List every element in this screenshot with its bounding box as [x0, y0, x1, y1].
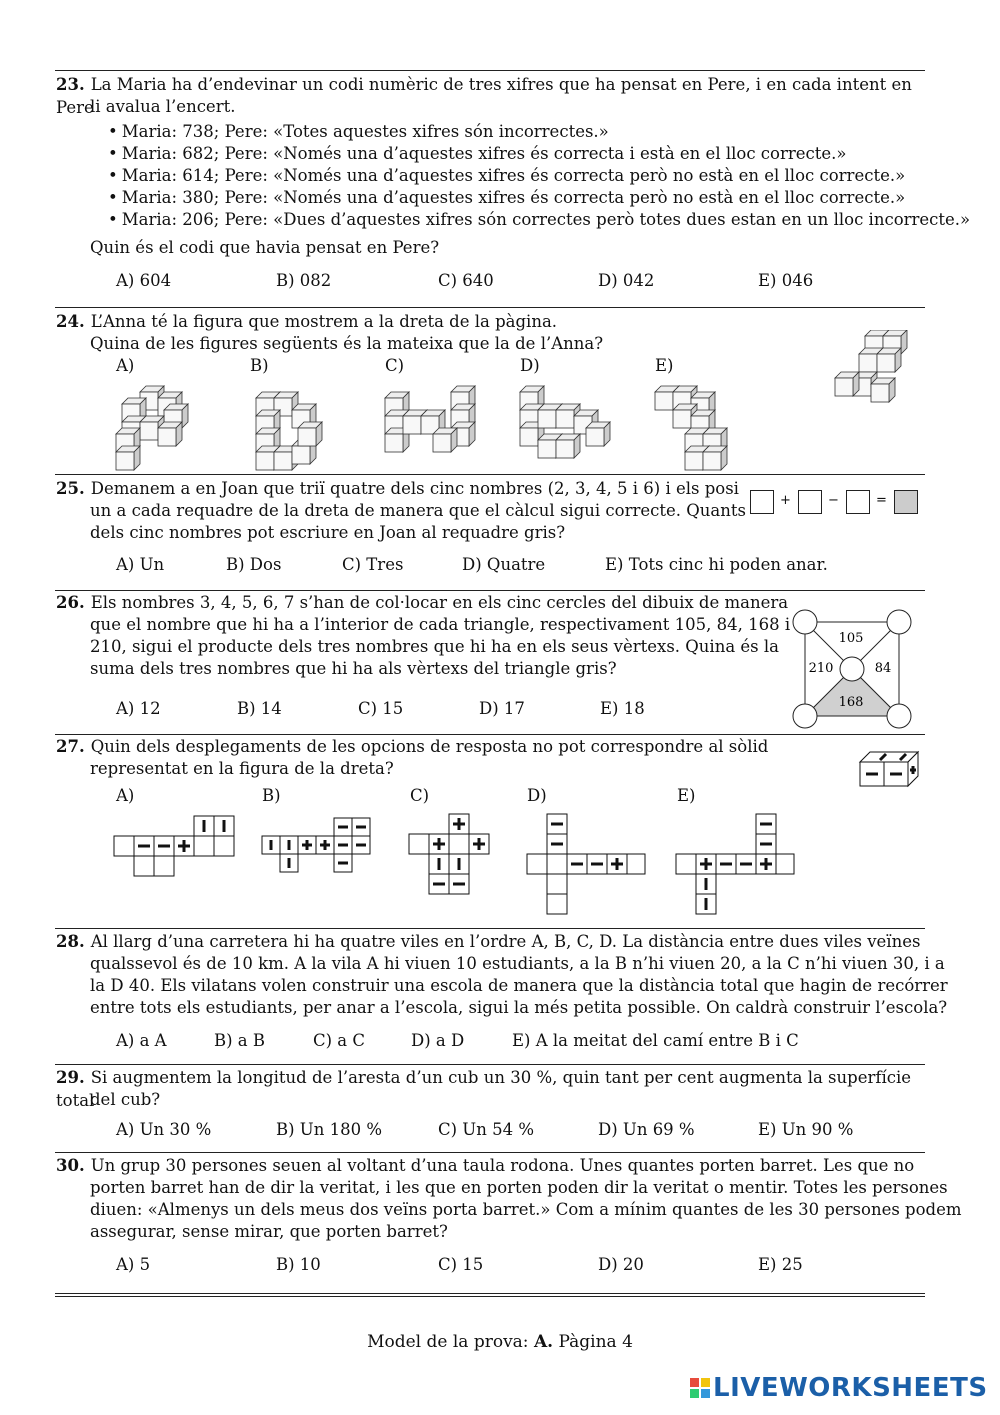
q25-line1: 25. Demanem a en Joan que triï quatre dels cinc nombres (2, 3, 4, 5 i 6) i els posi: [56, 479, 739, 498]
box[interactable]: [798, 490, 822, 514]
net-figures: [0, 740, 1000, 920]
net-d: [527, 814, 645, 914]
divider: [55, 590, 925, 591]
q23-line1: 23. La Maria ha d’endevinar un codi numèric de tres xifres que ha pensat en Pere, i en cada intent en Pere: [56, 75, 912, 117]
q26-line2: que el nombre que hi ha a l’interior de cada triangle, respectivament 105, 84, 168 i: [90, 615, 791, 634]
label-105: 105: [838, 631, 864, 646]
option-c[interactable]: C) 15: [438, 1255, 484, 1274]
q23-question: Quin és el codi que havia pensat en Pere?: [90, 238, 440, 257]
option-e[interactable]: E) Tots cinc hi poden anar.: [605, 555, 828, 574]
option-b-label[interactable]: B): [262, 786, 281, 805]
equation-boxes: + − =: [750, 490, 920, 518]
cube-figures: [0, 330, 1000, 472]
solid-figure: [860, 752, 918, 786]
divider: [55, 1152, 925, 1153]
list-item: • Maria: 614; Pere: «Només una d’aquestes xifres és correcta però no està en el lloc correcte.»: [108, 166, 906, 185]
anna-figure: [835, 330, 907, 402]
option-b[interactable]: B) Dos: [226, 555, 282, 574]
option-a-label[interactable]: A): [116, 786, 135, 805]
option-d[interactable]: D) 042: [598, 271, 655, 290]
divider: [55, 734, 925, 735]
q26-line1: 26. Els nombres 3, 4, 5, 6, 7 s’han de col·locar en els cinc cercles del dibuix de manera: [56, 593, 789, 612]
option-a[interactable]: A) 5: [116, 1255, 151, 1274]
option-b[interactable]: B) Un 180 %: [276, 1120, 383, 1139]
option-b[interactable]: B) 14: [237, 699, 282, 718]
q25-line2: un a cada requadre de la dreta de manera que el càlcul sigui correcte. Quants: [90, 501, 746, 520]
q30-line3: diuen: «Almenys un dels meus dos veïns porta barret.» Com a mínim quantes de les 30 persones podem: [90, 1200, 962, 1219]
option-a[interactable]: A) Un 30 %: [116, 1120, 212, 1139]
figure-c: [385, 386, 475, 452]
option-a[interactable]: A) Un: [116, 555, 165, 574]
q25-line3: dels cinc nombres pot escriure en Joan al requadre gris?: [90, 523, 566, 542]
option-c[interactable]: C) 15: [358, 699, 404, 718]
option-b[interactable]: B) 082: [276, 271, 332, 290]
label-84: 84: [874, 661, 892, 676]
figure-b: [256, 392, 322, 470]
q28-line4: entre tots els estudiants, per anar a l’escola, sigui la més petita possible. On caldrà construir l’escola?: [90, 998, 948, 1017]
divider: [55, 928, 925, 929]
q28-line2: qualssevol és de 10 km. A la vila A hi viuen 10 estudiants, a la B n’hi viuen 20, a la C n’hi viuen 30, i a: [90, 954, 945, 973]
q27-line2: representat en la figura de la dreta?: [90, 759, 394, 778]
option-d[interactable]: D) a D: [411, 1031, 465, 1050]
option-d-label[interactable]: D): [527, 786, 547, 805]
figure-a: [116, 386, 188, 470]
list-item: • Maria: 738; Pere: «Totes aquestes xifres són incorrectes.»: [108, 122, 609, 141]
question-number: 23.: [56, 75, 85, 94]
gray-box[interactable]: [894, 490, 918, 514]
option-e-label[interactable]: E): [677, 786, 696, 805]
double-divider: [55, 1293, 925, 1297]
q30-line4: assegurar, sense mirar, que porten barret?: [90, 1222, 448, 1241]
q26-line3: 210, sigui el producte dels tres nombres que hi ha en els seus vèrtexs. Quina és la: [90, 637, 780, 656]
net-e: [676, 814, 794, 914]
label-168: 168: [838, 695, 864, 710]
liveworksheets-logo[interactable]: LIVEWORKSHEETS: [690, 1373, 988, 1403]
divider: [55, 1064, 925, 1065]
q30-line2: porten barret han de dir la veritat, i les que en porten poden dir la veritat o mentir. Totes les persones: [90, 1178, 948, 1197]
option-d[interactable]: D) 20: [598, 1255, 644, 1274]
divider: [55, 474, 925, 475]
option-a[interactable]: A) 12: [116, 699, 161, 718]
option-c-label[interactable]: C): [410, 786, 430, 805]
option-e[interactable]: E) 18: [600, 699, 645, 718]
option-a[interactable]: A) a A: [116, 1031, 167, 1050]
page-footer: Model de la prova: A. Pàgina 4: [367, 1332, 633, 1352]
q23-line2: li avalua l’encert.: [90, 97, 236, 116]
label-210: 210: [808, 661, 834, 676]
list-item: • Maria: 206; Pere: «Dues d’aquestes xifres són correctes però totes dues estan en un lloc incorrecte.»: [108, 210, 971, 229]
q24-line1: 24. L’Anna té la figura que mostrem a la dreta de la pàgina.: [56, 312, 558, 331]
box[interactable]: [846, 490, 870, 514]
option-b[interactable]: B) 10: [276, 1255, 321, 1274]
list-item: • Maria: 380; Pere: «Només una d’aquestes xifres és correcta però no està en el lloc correcte.»: [108, 188, 906, 207]
triangle-diagram: [785, 602, 920, 732]
option-b-label[interactable]: B): [250, 356, 269, 375]
option-c[interactable]: C) Tres: [342, 555, 404, 574]
option-c-label[interactable]: C): [385, 356, 405, 375]
net-a: [114, 816, 234, 876]
option-b[interactable]: B) a B: [214, 1031, 266, 1050]
option-e[interactable]: E) 25: [758, 1255, 803, 1274]
q29-line1: 29. Si augmentem la longitud de l’aresta d’un cub un 30 %, quin tant per cent augmenta la superfície total: [56, 1068, 912, 1110]
net-c: [409, 814, 489, 894]
option-a[interactable]: A) 604: [116, 271, 172, 290]
box[interactable]: [750, 490, 774, 514]
q29-line2: del cub?: [90, 1090, 161, 1109]
option-e[interactable]: E) A la meitat del camí entre B i C: [512, 1031, 799, 1050]
q28-line1: 28. Al llarg d’una carretera hi ha quatre viles en l’ordre A, B, C, D. La distància entre dues viles veïnes: [56, 932, 921, 951]
net-b: [262, 818, 370, 872]
option-d[interactable]: D) Un 69 %: [598, 1120, 695, 1139]
option-c[interactable]: C) Un 54 %: [438, 1120, 535, 1139]
q28-line3: la D 40. Els vilatans volen construir una escola de manera que la distància total que hagin de recórrer: [90, 976, 948, 995]
option-a-label[interactable]: A): [116, 356, 135, 375]
figure-d: [520, 386, 610, 458]
logo-icon: [690, 1378, 710, 1398]
figure-e: [655, 386, 727, 470]
q26-line4: suma dels tres nombres que hi ha als vèrtexs del triangle gris?: [90, 659, 617, 678]
option-c[interactable]: C) a C: [313, 1031, 366, 1050]
q27-line1: 27. Quin dels desplegaments de les opcions de resposta no pot correspondre al sòlid: [56, 737, 769, 756]
q24-line2: Quina de les figures següents és la mateixa que la de l’Anna?: [90, 334, 604, 353]
option-c[interactable]: C) 640: [438, 271, 494, 290]
list-item: • Maria: 682; Pere: «Només una d’aquestes xifres és correcta i està en el lloc correcte.»: [108, 144, 847, 163]
option-e[interactable]: E) Un 90 %: [758, 1120, 854, 1139]
option-e[interactable]: E) 046: [758, 271, 814, 290]
option-d-label[interactable]: D): [520, 356, 540, 375]
option-d[interactable]: D) 17: [479, 699, 525, 718]
divider: [55, 70, 925, 71]
option-e-label[interactable]: E): [655, 356, 674, 375]
q30-line1: 30. Un grup 30 persones seuen al voltant d’una taula rodona. Unes quantes porten barret. Les que no: [56, 1156, 915, 1175]
divider: [55, 307, 925, 308]
option-d[interactable]: D) Quatre: [462, 555, 546, 574]
